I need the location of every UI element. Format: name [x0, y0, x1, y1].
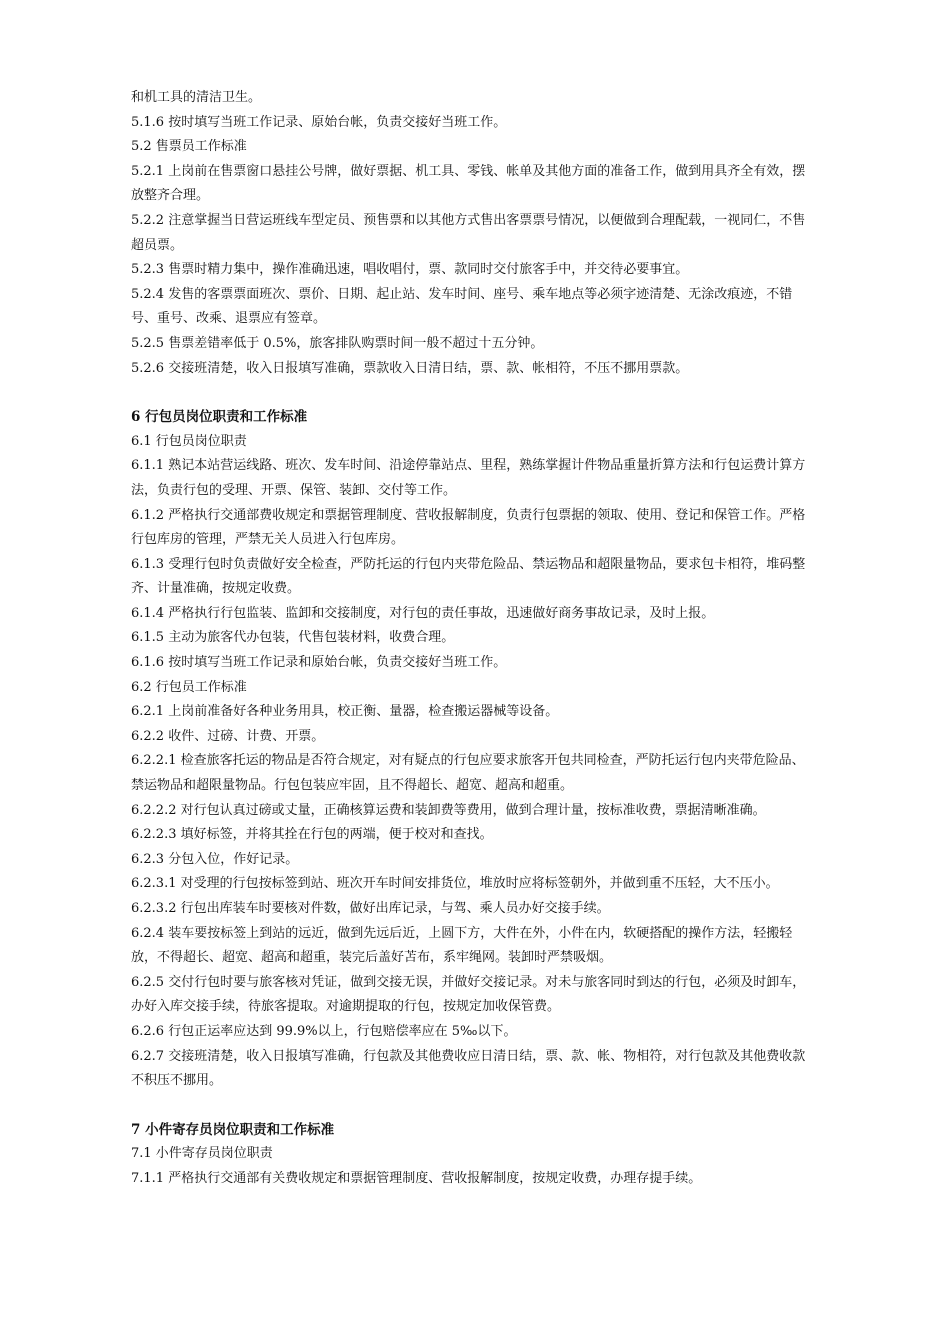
- paragraph: 6.2.1 上岗前准备好各种业务用具，校正衡、量器，检查搬运器械等设备。: [131, 704, 559, 720]
- subheading: 6.1 行包员岗位职责: [131, 433, 247, 449]
- paragraph: 6.1.1 熟记本站营运线路、班次、发车时间、沿途停靠站点、里程，熟练掌握计件物品重量折算方法和行包运费计算方法，负责行包的受理、开票、保管、装卸、交付等工作。: [131, 458, 806, 498]
- paragraph: 6.2.3.1 对受理的行包按标签到站、班次开车时间安排货位，堆放时应将标签朝外，并做到重不压轻，大不压小。: [131, 876, 779, 892]
- paragraph: 6.1.5 主动为旅客代办包装，代售包装材料，收费合理。: [131, 630, 455, 646]
- paragraph: 5.2.3 售票时精力集中，操作准确迅速，唱收唱付，票、款同时交付旅客手中，并交待必要事宜。: [131, 262, 689, 278]
- paragraph: 6.1.4 严格执行行包监装、监卸和交接制度，对行包的责任事故，迅速做好商务事故记录，及时上报。: [131, 605, 715, 621]
- section-6-block: [131, 430, 811, 1094]
- paragraph: 6.1.2 严格执行交通部费收规定和票据管理制度、营收报解制度，负责行包票据的领取、使用、登记和保管工作。严格行包库房的管理，严禁无关人员进入行包库房。: [131, 507, 806, 548]
- paragraph: 5.2.6 交接班清楚，收入日报填写准确，票款收入日清日结，票、款、帐相符，不压不挪用票款。: [131, 360, 689, 376]
- paragraph: 6.2.2.3 填好标签，并将其拴在行包的两端，便于校对和查找。: [131, 827, 493, 843]
- paragraph: 6.2.2.2 对行包认真过磅或丈量，正确核算运费和装卸费等费用，做到合理计量，按标准收费，票据清晰准确。: [131, 802, 766, 818]
- subheading: 5.2 售票员工作标准: [131, 139, 247, 155]
- paragraph: 5.2.2 注意掌握当日营运班线车型定员、预售票和以其他方式售出客票票号情况，以便做到合理配载，一视同仁，不售超员票。: [131, 212, 806, 253]
- section-heading-6: 6 行包员岗位职责和工作标准: [131, 409, 308, 426]
- paragraph: 5.2.5 售票差错率低于 0.5%，旅客排队购票时间一般不超过十五分钟。: [131, 335, 544, 351]
- paragraph: 和机工具的清洁卫生。: [131, 90, 262, 105]
- paragraph: 5.2.4 发售的客票票面班次、票价、日期、起止站、发车时间、座号、乘车地点等必须字迹清楚、无涂改痕迹，不错号、重号、改乘、退票应有签章。: [131, 286, 793, 327]
- paragraph: 6.1.3 受理行包时负责做好安全检查，严防托运的行包内夹带危险品、禁运物品和超限量物品，要求包卡相符，堆码整齐、计量准确，按规定收费。: [131, 556, 806, 597]
- paragraph: 6.2.4 装车要按标签上到站的远近，做到先远后近，上圆下方，大件在外，小件在内，软硬搭配的操作方法，轻搬轻放，不得超长、超宽、超高和超重，装完后盖好苫布，系牢绳网。装卸时严禁吸烟。: [131, 925, 793, 966]
- paragraph: 7.1.1 严格执行交通部有关费收规定和票据管理制度、营收报解制度，按规定收费，办理存提手续。: [131, 1170, 702, 1186]
- section-5-block: [131, 86, 811, 381]
- subheading: 7.1 小件寄存员岗位职责: [131, 1146, 273, 1162]
- subheading: 6.2 行包员工作标准: [131, 679, 247, 695]
- paragraph: 6.2.2.1 检查旅客托运的物品是否符合规定，对有疑点的行包应要求旅客开包共同检查，严防托运行包内夹带危险品、禁运物品和超限量物品。行包包装应牢固，且不得超长、超宽、超高和超重。: [131, 753, 805, 794]
- paragraph: 6.2.6 行包正运率应达到 99.9%以上，行包赔偿率应在 5‰以下。: [131, 1023, 517, 1039]
- paragraph: 6.2.7 交接班清楚，收入日报填写准确，行包款及其他费收应日清日结，票、款、帐、物相符，对行包款及其他费收款不积压不挪用。: [131, 1048, 806, 1089]
- section-7-block: [131, 1142, 811, 1191]
- paragraph: 6.2.2 收件、过磅、计费、开票。: [131, 728, 325, 744]
- paragraph: 5.1.6 按时填写当班工作记录、原始台帐，负责交接好当班工作。: [131, 114, 507, 130]
- paragraph: 6.2.5 交付行包时要与旅客核对凭证，做到交接无误，并做好交接记录。对未与旅客同时到达的行包，必须及时卸车，办好入库交接手续，待旅客提取。对逾期提取的行包，按规定加收保管费。: [131, 974, 806, 1015]
- paragraph: 6.2.3 分包入位，作好记录。: [131, 851, 299, 867]
- paragraph: 6.2.3.2 行包出库装车时要核对件数，做好出库记录，与驾、乘人员办好交接手续。: [131, 901, 610, 916]
- document-page: [131, 86, 811, 1192]
- section-heading-7: 7 小件寄存员岗位职责和工作标准: [131, 1121, 335, 1138]
- paragraph: 6.1.6 按时填写当班工作记录和原始台帐，负责交接好当班工作。: [131, 655, 507, 671]
- paragraph: 5.2.1 上岗前在售票窗口悬挂公号牌，做好票据、机工具、零钱、帐单及其他方面的准备工作，做到用具齐全有效，摆放整齐合理。: [131, 163, 806, 204]
